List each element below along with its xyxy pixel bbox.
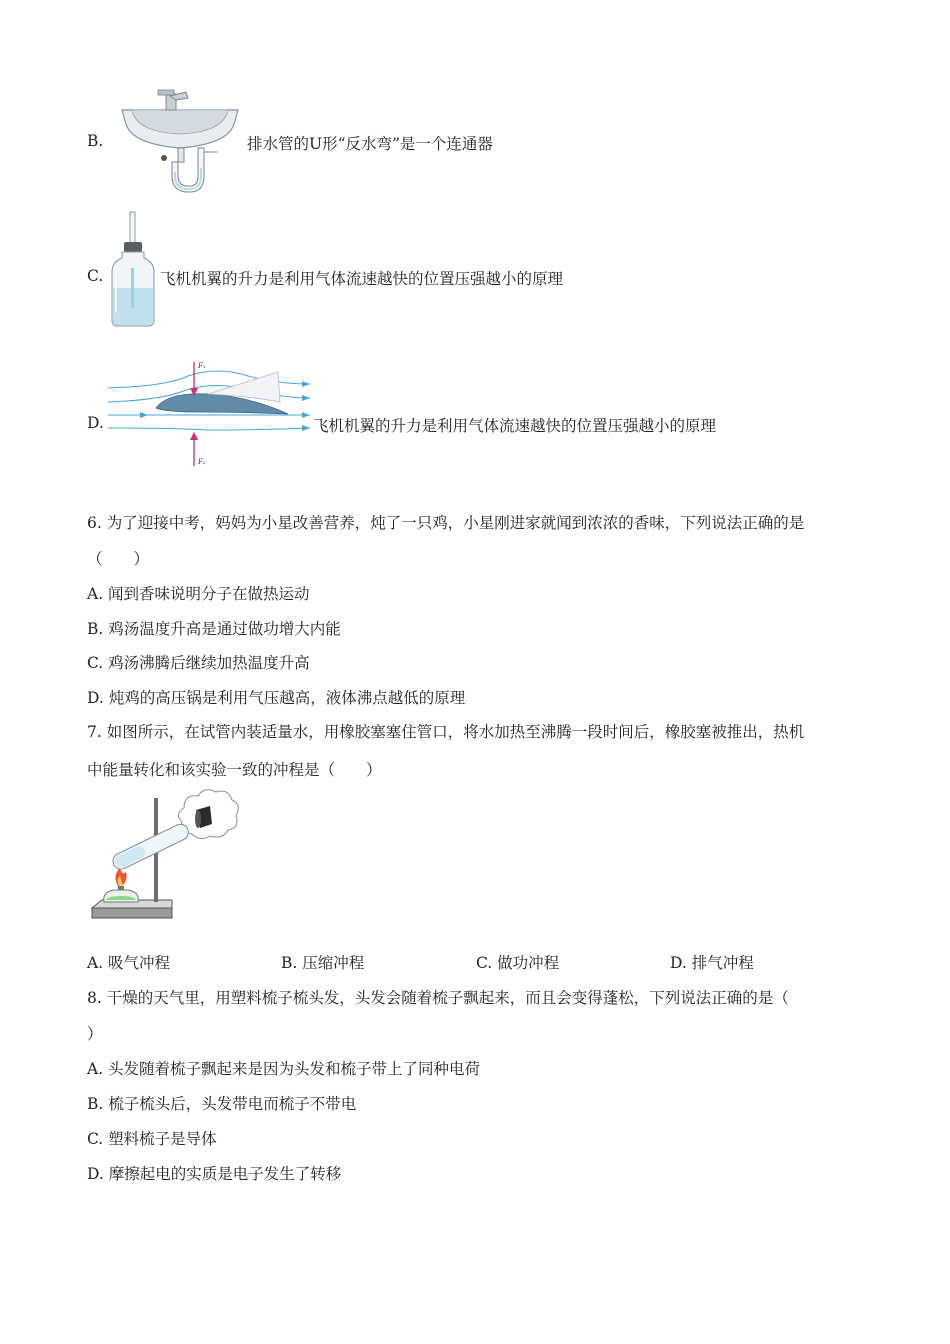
q5-option-b-text: 排水管的U形“反水弯”是一个连通器 xyxy=(247,135,493,153)
q8-option-d: D. 摩擦起电的实质是电子发生了转移 xyxy=(87,1165,342,1183)
q7-stem-line-1: 7. 如图所示，在试管内装适量水，用橡胶塞塞住管口，将水加热至沸腾一段时间后，橡胶塞被推出，热机 xyxy=(87,723,805,741)
q5-option-c-letter: C. xyxy=(87,267,104,285)
q6-option-d: D. 炖鸡的高压锅是利用气压越高，液体沸点越低的原理 xyxy=(87,689,466,707)
q7-stem-line-2: 中能量转化和该实验一致的冲程是（ ） xyxy=(87,761,382,779)
force-label-f2: F₂ xyxy=(198,458,206,466)
q7-option-d: D. 排气冲程 xyxy=(670,954,754,972)
q5-option-d-letter: D. xyxy=(87,414,104,432)
q6-option-a: A. 闻到香味说明分子在做热运动 xyxy=(87,585,310,603)
q8-stem-line-2: ） xyxy=(87,1025,103,1043)
q7-option-b: B. 压缩冲程 xyxy=(281,954,365,972)
q6-option-b: B. 鸡汤温度升高是通过做功增大内能 xyxy=(87,620,341,638)
q5-option-c-text: 飞机机翼的升力是利用气体流速越快的位置压强越小的原理 xyxy=(160,270,564,288)
q5-option-b-letter: B. xyxy=(87,132,104,150)
q6-stem-line-1: 6. 为了迎接中考，妈妈为小星改善营养，炖了一只鸡，小星刚进家就闻到浓浓的香味，下列说法正确的是 xyxy=(87,514,805,532)
q7-option-c: C. 做功冲程 xyxy=(476,954,560,972)
force-label-f1: F₁ xyxy=(198,362,206,370)
q6-option-c: C. 鸡汤沸腾后继续加热温度升高 xyxy=(87,654,310,672)
q6-stem-line-2: （ ） xyxy=(87,550,150,568)
q8-option-a: A. 头发随着梳子飘起来是因为头发和梳子带上了同种电荷 xyxy=(87,1060,481,1078)
q7-option-a: A. 吸气冲程 xyxy=(87,954,171,972)
airplane-wing-illustration xyxy=(108,358,313,470)
q8-option-c: C. 塑料梳子是导体 xyxy=(87,1130,217,1148)
pressure-gauge-bottle-illustration xyxy=(108,212,158,328)
q5-option-d-text: 飞机机翼的升力是利用气体流速越快的位置压强越小的原理 xyxy=(313,417,717,435)
sink-illustration xyxy=(118,88,242,192)
q8-stem-line-1: 8. 干燥的天气里，用塑料梳子梳头发，头发会随着梳子飘起来，而且会变得蓬松，下列说法正确的是（ xyxy=(87,989,789,1007)
q8-option-b: B. 梳子梳头后，头发带电而梳子不带电 xyxy=(87,1095,357,1113)
test-tube-experiment-illustration xyxy=(88,786,240,926)
